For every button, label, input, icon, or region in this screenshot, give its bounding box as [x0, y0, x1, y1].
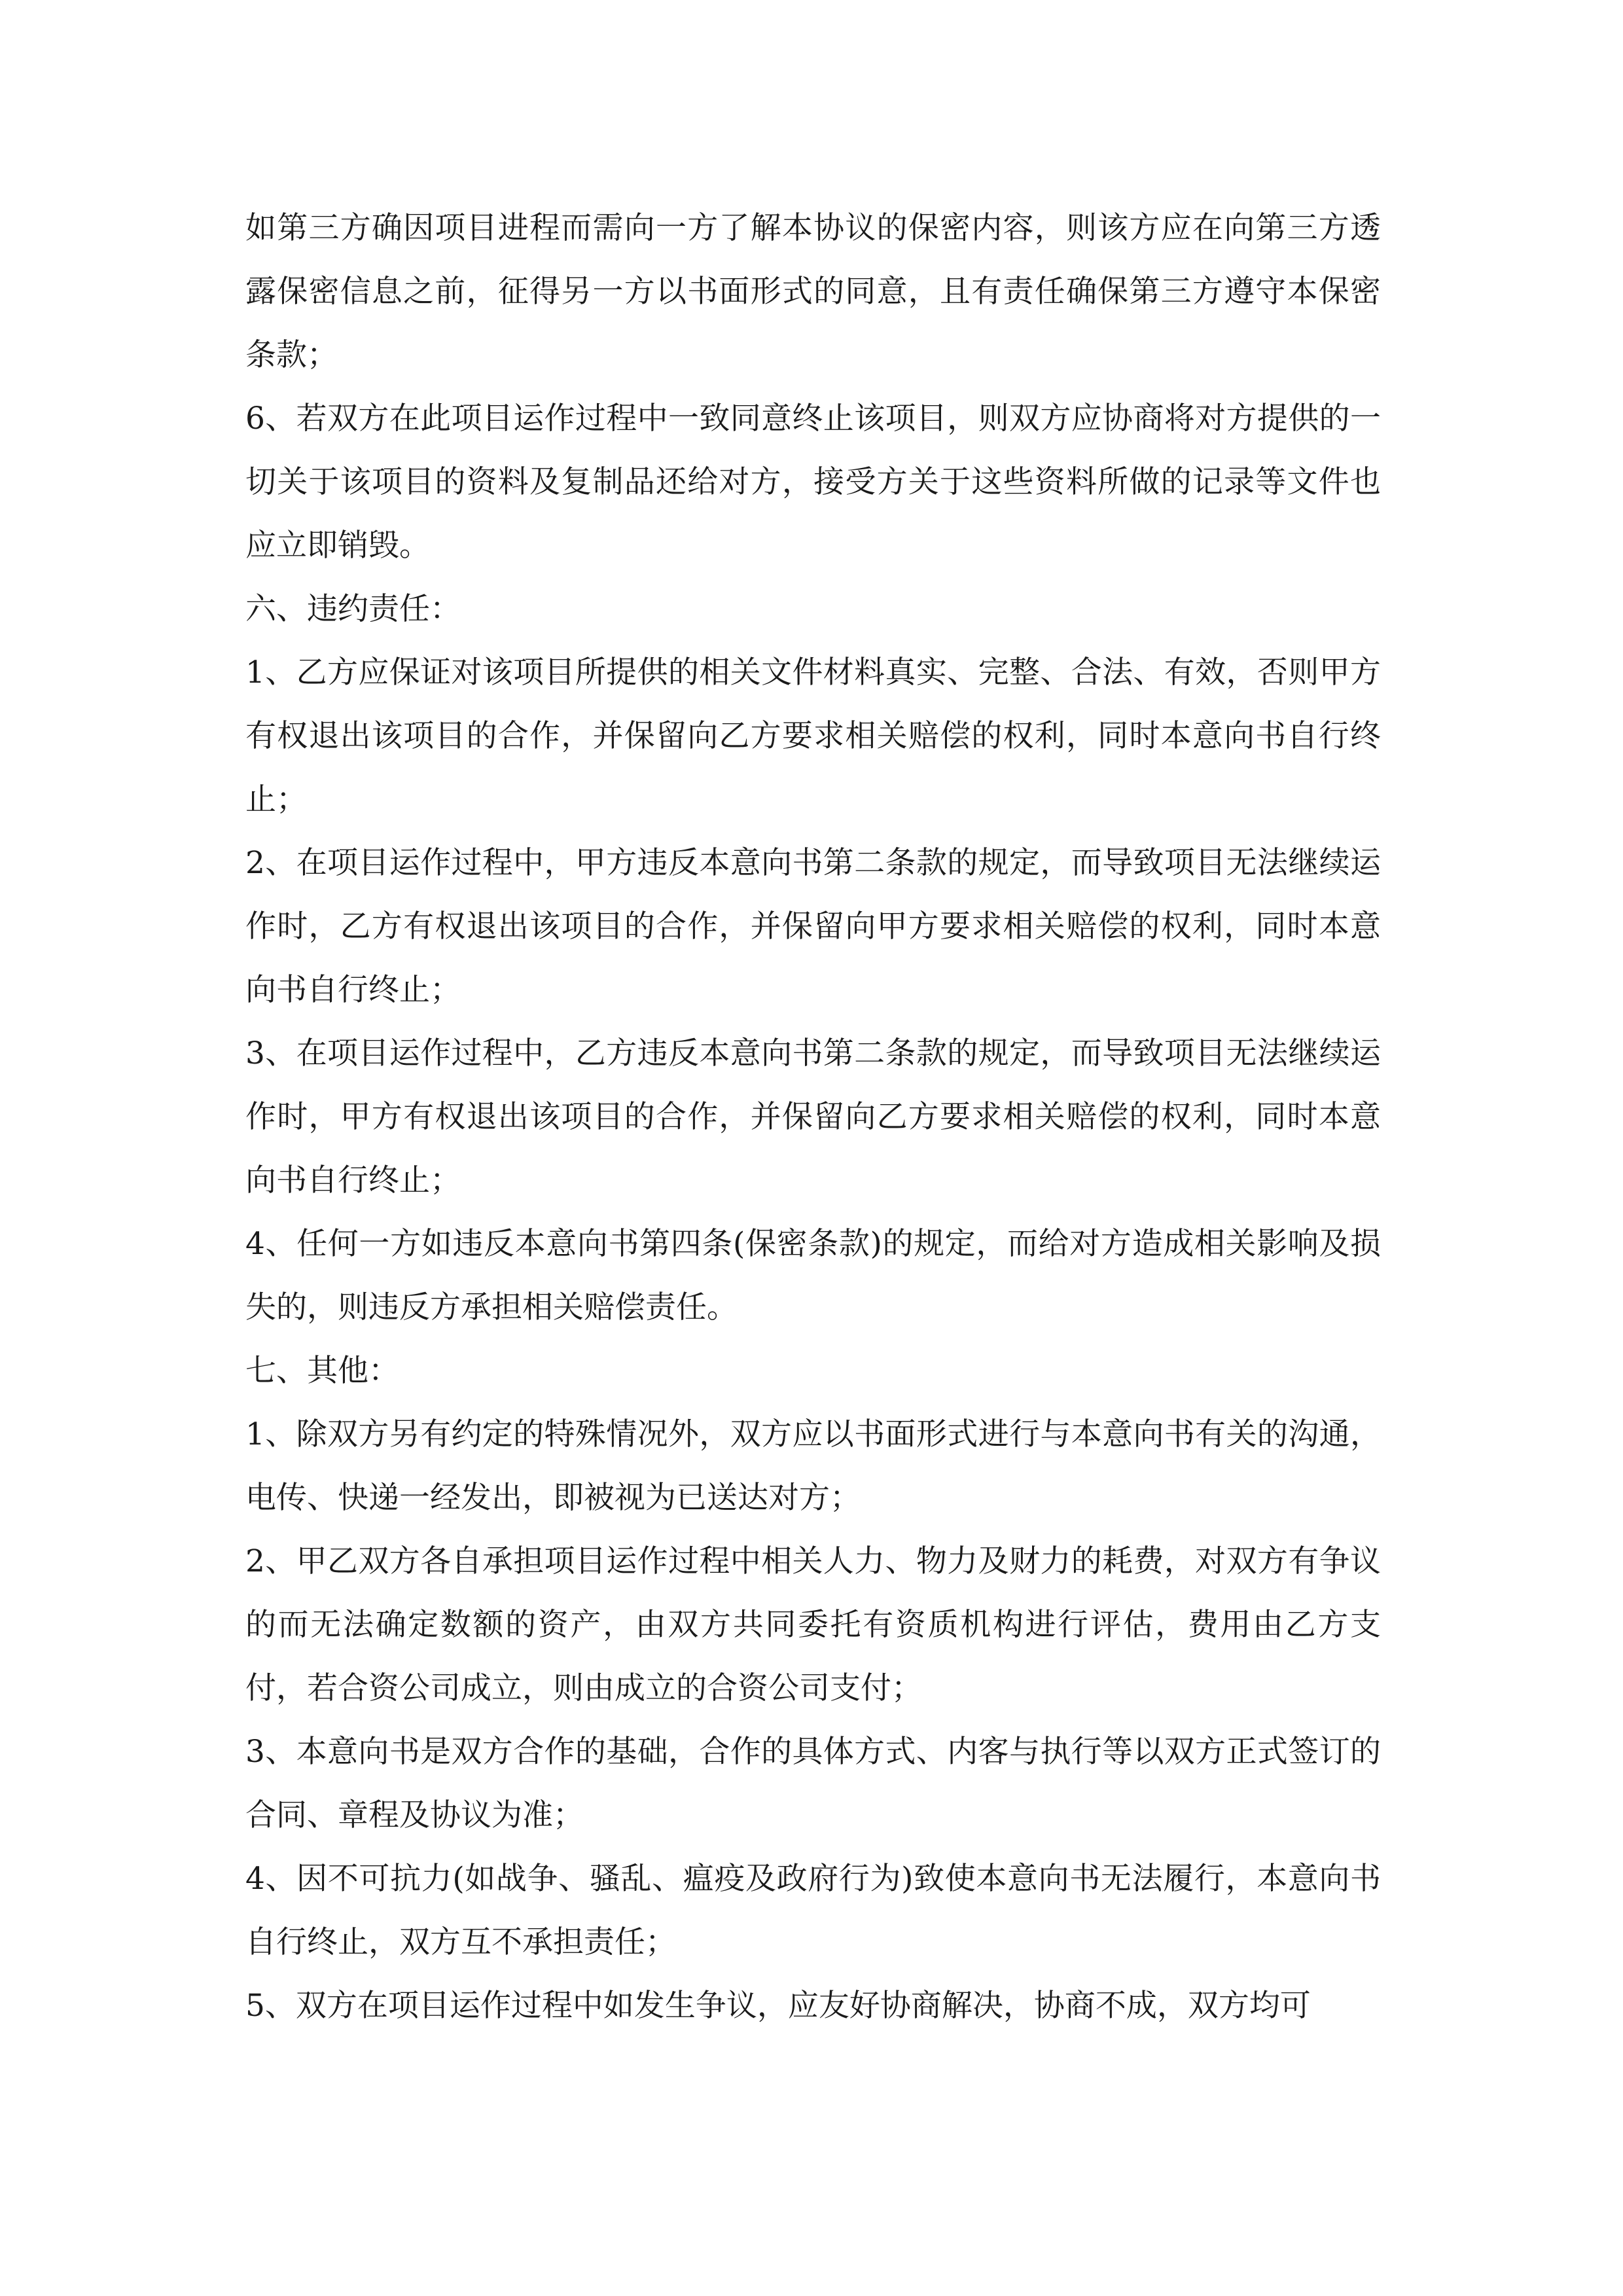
paragraph-other-4: 4、因不可抗力(如战争、骚乱、瘟疫及政府行为)致使本意向书无法履行，本意向书自行终止，双方互不承担责任；	[245, 1861, 1381, 1960]
paragraph-other-2: 2、甲乙双方各自承担项目运作过程中相关人力、物力及财力的耗费，对双方有争议的而无法确定数额的资产，由双方共同委托有资质机构进行评估，费用由乙方支付，若合资公司成立，则由成立的合资公司支付；	[245, 1543, 1381, 1706]
paragraph-breach-1: 1、乙方应保证对该项目所提供的相关文件材料真实、完整、合法、有效，否则甲方有权退出该项目的合作，并保留向乙方要求相关赔偿的权利，同时本意向书自行终止；	[245, 655, 1381, 817]
document-body	[245, 196, 1381, 2037]
paragraph-breach-3: 3、在项目运作过程中，乙方违反本意向书第二条款的规定，而导致项目无法继续运作时，甲方有权退出该项目的合作，并保留向乙方要求相关赔偿的权利，同时本意向书自行终止；	[245, 1035, 1381, 1198]
paragraph-other-5: 5、双方在项目运作过程中如发生争议，应友好协商解决，协商不成，双方均可	[245, 1988, 1311, 2024]
paragraph-other-3: 3、本意向书是双方合作的基础，合作的具体方式、内客与执行等以双方正式签订的合同、章程及协议为准；	[245, 1734, 1381, 1833]
paragraph-breach-4: 4、任何一方如违反本意向书第四条(保密条款)的规定，而给对方造成相关影响及损失的，则违反方承担相关赔偿责任。	[245, 1226, 1381, 1325]
paragraph-breach-2: 2、在项目运作过程中，甲方违反本意向书第二条款的规定，而导致项目无法继续运作时，乙方有权退出该项目的合作，并保留向甲方要求相关赔偿的权利，同时本意向书自行终止；	[245, 845, 1381, 1008]
section-heading-breach-liability: 六、违约责任：	[245, 591, 461, 627]
paragraph-confidentiality-third-party: 如第三方确因项目进程而需向一方了解本协议的保密内容，则该方应在向第三方透露保密信息之前，征得另一方以书面形式的同意，且有责任确保第三方遵守本保密条款；	[245, 210, 1381, 373]
paragraph-other-1: 1、除双方另有约定的特殊情况外，双方应以书面形式进行与本意向书有关的沟通，电传、快递一经发出，即被视为已送达对方；	[245, 1416, 1381, 1516]
paragraph-clause-6-termination: 6、若双方在此项目运作过程中一致同意终止该项目，则双方应协商将对方提供的一切关于该项目的资料及复制品还给对方，接受方关于这些资料所做的记录等文件也应立即销毁。	[245, 401, 1381, 564]
section-heading-other: 七、其他：	[245, 1353, 399, 1389]
